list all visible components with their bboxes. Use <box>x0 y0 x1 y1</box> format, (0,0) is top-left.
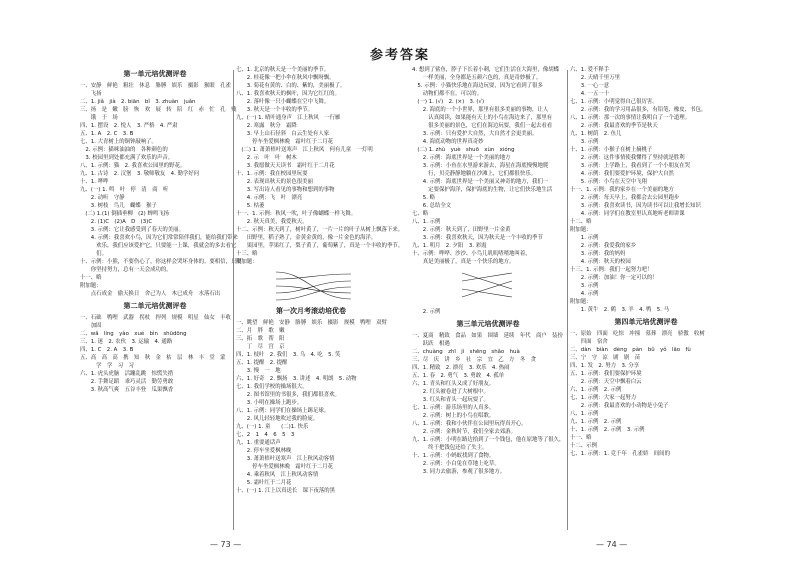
answer-line: 飞扬 <box>80 91 102 97</box>
answer-line: 3. 同力去旅游，参观了很多地方。 <box>412 469 506 475</box>
answer-line: 2. 图书馆里的书很多，我们都很喜欢。 <box>236 392 340 398</box>
answer-line: 十三、略 <box>236 251 258 257</box>
answer-line: 定要保护海洋，保护海底的生物，让它们快乐地生活 <box>412 187 553 193</box>
answer-line: 附加题： <box>570 299 592 305</box>
answer-column-2 <box>236 66 404 536</box>
answer-line: 七、2 1 4 6 5 3 <box>236 432 295 438</box>
answer-line: 七、1. 示例：小明觉得自己很厉害。 <box>570 99 658 105</box>
answer-line: 十、示例：小熊，不要伤心了，你这样会哭坏身体的。要相信，只要 <box>80 259 242 265</box>
answer-line: 很多美丽的景色，它们在海边玩耍，我们一起去看看 <box>412 123 553 129</box>
answer-line: 3. 早上山石径斜 白云生处有人家 <box>236 131 330 137</box>
answer-line: 十、1. 示例：我在校园里玩耍 <box>236 171 308 177</box>
answer-line: 学 学 习 习 <box>80 363 134 369</box>
answer-line: 6. 总结全文 <box>412 203 452 209</box>
answer-line: 三、1. 迷 2. 农伙 3. 运输 4. 通路 <box>80 339 173 345</box>
answer-line: 一、石础 鸭哩 武器 拐杖 捍列 规模 明星 仙女 丰收 <box>80 315 231 321</box>
answer-line: 十二、示例：秋天到了，树叶黄了，一片一片的叶子从树上飘落下来。 <box>236 227 404 233</box>
matching-lines-diagram <box>256 269 376 303</box>
answer-line: 九、1. 示例：小明在路边拾到了一个钱包，他在原地等了很久， <box>412 437 565 443</box>
answer-line: 3. 慢 一 地 <box>236 368 281 374</box>
answer-line: 跃跃 相遇 <box>412 341 450 347</box>
section-heading: 第二单元培优测评卷 <box>123 302 187 310</box>
answer-line: 二、chuàng zhī jì shēng shǎo huà <box>412 349 520 355</box>
answer-line: 2. 示例：猫咪油油的 各种颜色的 <box>80 147 168 153</box>
answer-line: 十、(一) 1. 江上以真送长 课下夜落的黑 <box>236 488 336 494</box>
answer-line: 你坚持努力，总有一天会成功的。 <box>80 267 172 273</box>
answer-line: 2. 桂花像一把小伞在秋风中飘呀飘。 <box>236 75 335 81</box>
answer-line: 八、1. 示例：同学们在操场上踢足球。 <box>236 408 330 414</box>
answer-line: 3. 小明在操场上跑步。 <box>236 400 303 406</box>
answer-line: 3. 写出诗人看见的事物和想到的事物 <box>236 187 335 193</box>
answer-line: 八、1. 示例：我和小伙伴在公园里玩得真开心。 <box>412 421 527 427</box>
answer-line: 行，贝壳静静地躺在沙滩上，它们都很快乐。 <box>412 171 536 177</box>
answer-column-3 <box>412 66 564 536</box>
answer-line: 九、(一) 1. 鸣 叶 停 清 商 听 <box>80 187 169 193</box>
answer-line: 三、宁 守 凉 剧 剧 苗 <box>570 355 641 361</box>
answer-line: 3. 示例：上学路上，我看到了一个小朋友在哭 <box>570 163 691 169</box>
answer-line: 一样美丽，全身都是五颜六色的，真是奇妙极了。 <box>412 75 542 81</box>
answer-line: 九、1. 重要通话声 <box>236 440 281 446</box>
answer-line: 4. 海底动物的世界真奇妙 <box>412 139 484 145</box>
answer-line: 3. 示例：它让我感受到了春天的美丽。 <box>80 227 184 233</box>
answer-line: 六、1. 好奇 2. 飘扬 3. 讲述 4. 明朗 5. 动物 <box>236 376 357 382</box>
answer-line: 4. 示例：我喜欢小鸟，因为它们常常陪伴我们，能给我们带来 <box>80 235 238 241</box>
answer-line: (一) 1. (√) 2. (×) 3. (√) <box>412 99 485 105</box>
answer-line: 十、1. 示例 2. 示例 3. 示例 <box>570 427 645 433</box>
answer-line: 4. 示例 <box>570 291 599 297</box>
answer-line: 3. 萧萧梧叶送寒声 江上秋风动客情 <box>236 456 335 462</box>
answer-line: 五、1. A 2. C 3. B <box>80 131 134 137</box>
answer-line: 们。 <box>80 251 107 257</box>
answer-line: 3. 校园里到处都充满了欢乐的声音。 <box>80 155 174 161</box>
answer-line: 九、(一) 1. 童 (二)1. 快乐 <box>236 424 309 430</box>
answer-line: 十三、1. 示例：我们一起努力吧！ <box>570 267 653 273</box>
answer-line: 十一、1. 示例：我的家乡在一个美丽的地方 <box>570 187 674 193</box>
answer-line: 3. 红头和青头一起玩耍了。 <box>412 397 489 403</box>
column-divider <box>233 70 234 530</box>
page-title: 参考答案 <box>369 48 430 63</box>
answer-line: 七、1. 示例：游乐场里的人真多。 <box>412 405 495 411</box>
answer-line: 3. 一心一意 <box>570 83 610 89</box>
answer-column-1 <box>80 66 242 536</box>
answer-line: 2. 示例：我最喜欢的季节是秋天 <box>570 123 658 129</box>
answer-line: 六、1. 爱不释手 <box>570 67 610 73</box>
answer-line: 九、1. 明月 2. 夕阳 3. 彩霞 <box>412 243 487 249</box>
answer-line: 2. 示例：每天早上，我都会去公园里跑步 <box>570 195 680 201</box>
page-number-right: — 74 — <box>596 540 628 549</box>
answer-line: 5. 示例：小猫快乐地在海边玩耍，因为它看到了很多 <box>412 83 543 89</box>
answer-line: 2. 示例：小白兔在草地上吃草。 <box>412 461 500 467</box>
answer-line: 4. 示例：我们要爱护环境，保护大自然 <box>570 171 674 177</box>
answer-line: 五、1. 示例：我们要保护环境 <box>570 371 642 377</box>
answer-line: 二、dàn biàn dèng pàn bǔ yǒ lǎo fù <box>570 347 691 353</box>
matching-line <box>462 281 512 297</box>
answer-line: 十、1. 示例：小猴子在树上摘桃子 <box>570 147 653 153</box>
answer-line: 3. 示例：小鱼在水里游来游去，海星在海底慢慢地爬 <box>412 163 549 169</box>
answer-line: 附加题： <box>80 283 102 289</box>
matching-line <box>462 289 512 297</box>
answer-line: 2. 示例：我爱我的家乡 <box>570 243 637 249</box>
answer-line: 停车坐爱枫林晚 霜叶红于二月花 <box>236 139 334 145</box>
answer-line: 饿 于 场 <box>80 115 118 121</box>
answer-line: 2. (1)C (2)A D (3)C <box>80 219 153 225</box>
answer-line: 2. 示例：天空中飘着白云 <box>570 379 642 385</box>
matching-lines-diagram <box>432 269 552 305</box>
answer-line: 2. 示例：我的学习用品很多，有铅笔、橡皮、书包。 <box>570 107 707 113</box>
answer-line: 果园里，苹果红了，梨子黄了，葡萄紫了，真是一个丰收的季节。 <box>236 243 404 249</box>
answer-line: 九、1. 树荫 2. 鱼儿 <box>570 131 622 137</box>
answer-line: 2. 示例 <box>412 309 441 315</box>
answer-line: 九、1. 示例 2. 示例 <box>570 419 622 425</box>
answer-line: 丁 尽 宫 京 <box>236 344 285 350</box>
answer-line: 六、1. 虎头虎脑 活蹦乱跳 惊慌失措 <box>80 371 174 377</box>
answer-line: 1. 示例 <box>570 235 599 241</box>
answer-line: 3. 示例 <box>570 283 599 289</box>
answer-line: 六、1. 示例 2. 示例 <box>570 387 622 393</box>
answer-line: 十、1. 示例：小蚂蚁找到了食物。 <box>412 453 495 459</box>
answer-line: 四、1. 摆设 2. 悦人 3. 严格 4. 严肃 <box>80 123 178 129</box>
answer-line: 附加题： <box>570 227 592 233</box>
answer-line: 五、1. 春 2. 勇气 3. 勇敢 4. 孤单 <box>412 373 505 379</box>
matching-line <box>462 273 512 281</box>
answer-line: 3. 示例：我喜欢读书，因为读书可以让我增长知识 <box>570 203 701 209</box>
answer-line: 2. 动听 守静 <box>80 195 125 201</box>
section-heading: 第三单元培优测评卷 <box>456 320 520 328</box>
answer-line: 3. 示例 <box>570 139 599 145</box>
answer-line: 4. 一五一十 <box>570 91 610 97</box>
answer-line: 八、1. 示例：猫 2. 我喜欢公园里的野花。 <box>80 163 186 169</box>
answer-line: 5. 霜叶红于二月花 <box>236 480 292 486</box>
answer-line: 五、高 高 高 携 知 秋 金 枯 层 林 丰 堂 蒙 <box>80 355 226 361</box>
answer-line: 3. 秋天是一个丰收的季节。 <box>236 107 313 113</box>
answer-line: 4. 示例：同学们在教室里认真地听老师讲课 <box>570 211 685 217</box>
answer-line: 5. 枯萎 <box>236 203 265 209</box>
answer-line: 2. 红头被卷进了大树根中。 <box>412 389 489 395</box>
answer-line: 加固 <box>80 323 102 329</box>
answer-line: 十一、略 <box>570 435 592 441</box>
answer-line: 5. 略 <box>412 195 436 201</box>
answer-line: 2. 示例：海底世界是一个美丽的地方 <box>412 155 511 161</box>
answer-line: 2. 手舞足蹈 乖巧灵活 勤劳勇敢 <box>80 379 174 385</box>
answer-line: 动物们都不在，可以的。 <box>412 91 483 97</box>
answer-line: 八、1. 示例：那一次的事情让我明白了一个道理。 <box>570 115 691 121</box>
answer-line: 欢乐，我们应该爱护它，只要能一上课，我就会的多去看它 <box>80 243 237 249</box>
answer-line: 二、wǎ líng yào xué bìn shūdōng <box>80 331 187 337</box>
answer-line: 真是美丽极了，真是一个快乐的地方。 <box>412 259 515 265</box>
answer-line: 3. 菊花有黄的、白的、紫的，美丽极了。 <box>236 83 346 89</box>
answer-line: 终于把钱包还给了失主。 <box>412 445 488 451</box>
answer-line: 八、1. 示例 <box>570 411 599 417</box>
answer-line: (二) 1. zhù yuè shuō xùn xióng <box>412 147 515 153</box>
answer-line: 十一、略 <box>80 275 102 281</box>
answer-line: 十二、略 <box>570 219 592 225</box>
answer-line: 一、眺望 鲜艳 安静 胳膊 娱乐 摄影 规模 鸭哩 双臂 <box>236 320 387 326</box>
answer-line: 2. 落叶像一只小蝴蝶在空中飞舞。 <box>236 99 330 105</box>
answer-line: 四、1. 枝叶 2. 我们 3. 乌 4. 吃 5. 笑 <box>236 352 341 358</box>
answer-line: 2. 示 叶 叶 树木 <box>236 155 297 161</box>
answer-line: 一、安静 鲜艳 粗壮 休息 胳膊 娱乐 摄影 猴眼 孔雀 <box>80 83 231 89</box>
answer-line: 四、1. 精致 2. 漂亮 3. 欢乐 4. 热闹 <box>412 365 510 371</box>
answer-line: 2. 风儿轻轻地吹过我的脸庞。 <box>236 416 319 422</box>
answer-line: 2. 示例：这件事情使我懂得了坚持就是胜利 <box>570 155 685 161</box>
answer-line: 三、扬 是 嫩 膀 恢 欢 展 转 陪 红 赤 忙 孔 残 <box>80 107 237 113</box>
answer-line: 3. 我愿做天天读书 霜叶红于二月花 <box>236 163 335 169</box>
answer-line: 十二、示例 <box>570 443 597 449</box>
answer-line: 十、示例：哗哗、沙沙、小鸟儿叽叽喳喳地叫着， <box>412 251 531 257</box>
answer-line: 十、1. 哗哗 <box>80 179 109 185</box>
answer-line: 八、1. 我喜欢秋天的枫叶，因为它红红的。 <box>236 91 340 97</box>
answer-line: 认真阅读，如果能有天上的小鸟在海边来了，那里有 <box>412 115 553 121</box>
answer-line: 一、夏商 精致 食品 如果 围墙 延续 年代 商户 装扮 <box>412 333 563 339</box>
answer-line: 4. 想到了鲨鱼，脖子下长着小刺，它们生活在大海里，像胡蝶 <box>412 67 560 73</box>
answer-line: 2. 示例：金秋时节，我们全家去郊游。 <box>412 429 516 435</box>
answer-line: 四面 宿舍 <box>570 339 608 345</box>
section-heading: 第四单元培优测评卷 <box>614 318 678 326</box>
answer-line: 3. 示例：只有爱护大自然，大自然才会更美丽。 <box>412 131 538 137</box>
answer-line: 三、拓 歌 帮 阳 <box>236 336 285 342</box>
answer-line: 5. 示例：小鸟在天空中飞翔 <box>570 179 647 185</box>
answer-line: 2. 示例：树上的小鸟在唱歌。 <box>412 413 495 419</box>
answer-line: 附加题： <box>236 259 258 265</box>
answer-line: 十一、1. 示例：秋风一吹，叶子像蝴蝶一样飞舞。 <box>236 211 357 217</box>
answer-line: 七、1. 示例：1. 竞千年 孔雀娇 间间的 <box>570 451 670 457</box>
answer-line: 4. 乘着秋风 江上秋风动客情 <box>236 472 319 478</box>
answer-column-4 <box>570 66 722 536</box>
section-heading: 第一次月考滚动培优卷 <box>276 307 346 315</box>
answer-line: 3. 秋高气爽 五谷丰登 瓜果飘香 <box>80 387 174 393</box>
answer-line: 2. 海底的一个小世界，那里有很多美丽的事物，让人 <box>412 107 549 113</box>
column-divider <box>567 70 568 530</box>
answer-line: 2. 示例：秋天到了，田野里一片金黄 <box>412 227 511 233</box>
answer-line: 九、1. 古诗 2. 汉堡 3. 敬师敬友 4. 勤学好问 <box>80 171 200 177</box>
answer-line: 六、1. 青头和红头又成了好朋友。 <box>412 381 495 387</box>
answer-line: 1. 黄牛 2. 鹤 3. 羊 4. 鸭 5. 马 <box>570 307 669 313</box>
answer-line: 田野里，稻子熟了，金黄金黄的，像一片金色的海洋。 <box>236 235 377 241</box>
answer-line: 九、(一) 1. 晴叶通身声 江上秋风 一行雁 <box>236 115 341 121</box>
answer-line: 2. 示例：我最喜欢的小动物是小兔子 <box>570 403 669 409</box>
answer-line: 三、尽 庆 讲 乡 社 宗 宜 乙 方 冬 贪 <box>412 357 536 363</box>
answer-line: 2. 表现出秋天的景色很美丽 <box>236 179 313 185</box>
answer-line: (二) 1.(1) 倒插垂柳 (2) 蝉鸣飞扬 <box>80 211 170 217</box>
answer-line: 停车坐爱枫林晚 霜叶红于二月花 <box>236 464 334 470</box>
answer-line: (二) 1. 萧萧梧叶送寒声 江上秋风 何有儿童 一灯明 <box>236 147 373 153</box>
matching-line <box>276 274 351 279</box>
answer-line: 五、1. 提醒 2. 提醒 <box>236 360 288 366</box>
answer-line: 二、月 胖 歌 嫩 <box>236 328 285 334</box>
answer-line: 二、1. jiǎ jià 2. biān bǐ 3. zhuàn juǎn <box>80 99 196 105</box>
answer-line: 七、1. 我们学校的操场很大。 <box>236 384 308 390</box>
answer-line: 八、1. 示例 <box>412 219 441 225</box>
matching-line <box>462 273 512 289</box>
answer-line: 2. 寒露 秋分 霜降 <box>236 123 297 129</box>
answer-line: 2. 示例：加油！你一定可以的！ <box>570 275 658 281</box>
answer-line: 四、1. 发 2. 努力 3. 分享 <box>570 363 640 369</box>
answer-line: 2. 天晴千里万里 <box>570 75 620 81</box>
answer-line: 2. 秋天真美，我爱秋天。 <box>236 219 308 225</box>
answer-line: 七、1. 大青树上的铜钟敲响了。 <box>80 139 157 145</box>
answer-line: 4. 示例：秋天的校园 <box>570 259 631 265</box>
page-number-left: — 73 — <box>210 540 242 549</box>
answer-line: 七、略 <box>412 211 429 217</box>
answer-line: 一、原始 四面 吃惊 冲撞 墓葬 漂亮 骄傲 收树 <box>570 331 705 337</box>
answer-line: 七、1. 北京的秋天是一个美丽的季节。 <box>236 67 330 73</box>
answer-line: 3. 示例：我的妈妈 <box>570 251 626 257</box>
answer-line: 点石成金 偷天换日 舍己为人 木已成舟 水落石出 <box>80 291 221 297</box>
answer-line: 3. 树枝 鸟儿 蝴蝶 猴子 <box>80 203 157 209</box>
answer-line: 七、1. 示例：大家一起努力 <box>570 395 637 401</box>
answer-line: 3. 示例：我喜欢秋天，因为秋天是一个丰收的季节 <box>412 235 543 241</box>
answer-line: 4. 示例：飞 叶 漂亮 <box>236 195 303 201</box>
section-heading: 第一单元培优测评卷 <box>123 70 187 78</box>
answer-line: 四、1. C 2. A 3. B <box>80 347 134 353</box>
answer-line: 4. 示例：海底世界是一个美丽又神奇的地方，我们一 <box>412 179 549 185</box>
answer-line: 2. 停车坐爱枫林晚 <box>236 448 292 454</box>
